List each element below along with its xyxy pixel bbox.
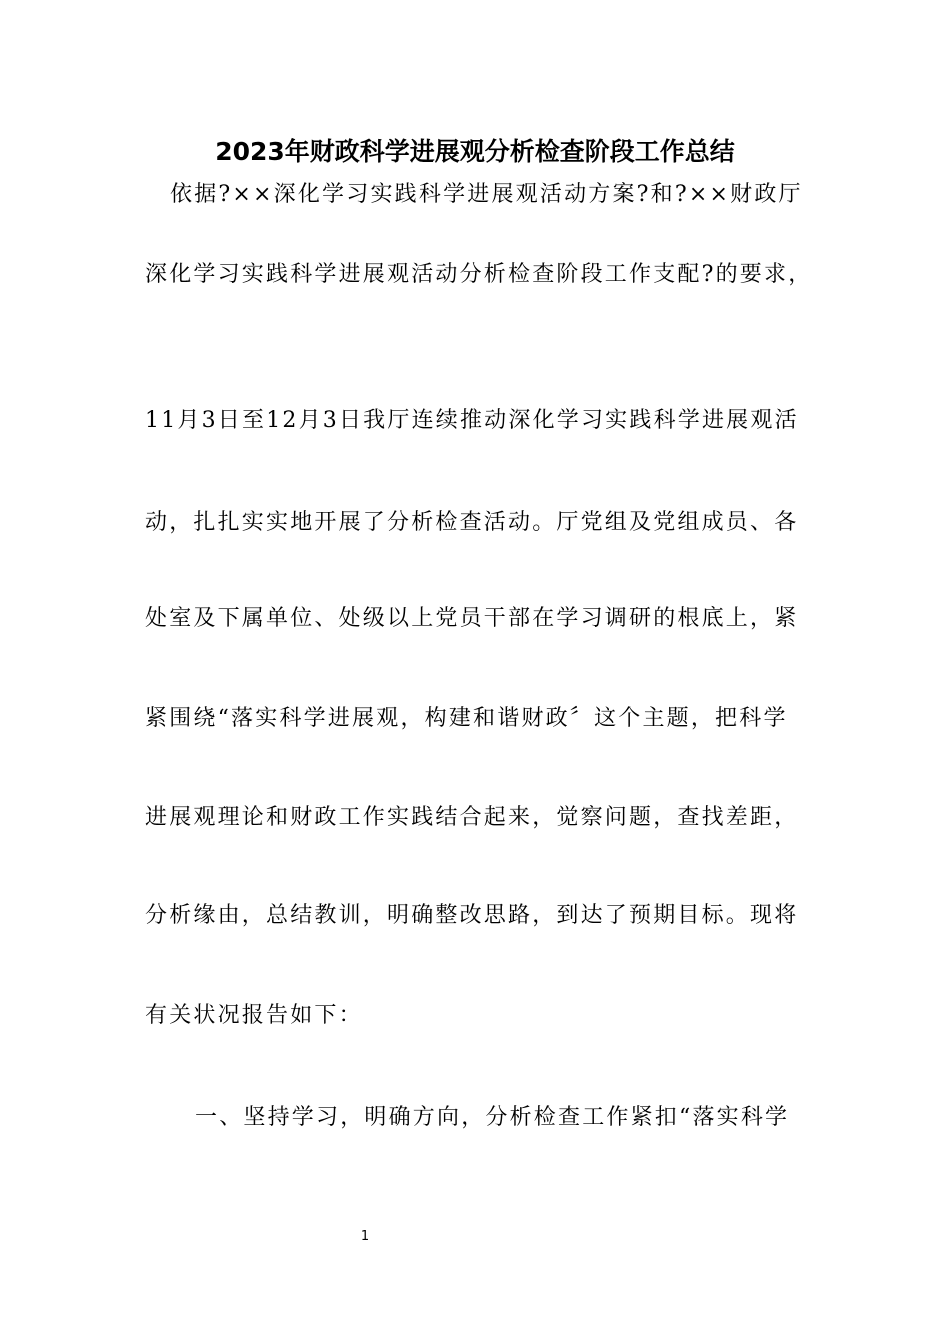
paragraph-line-9: 有关状况报告如下： <box>145 1003 363 1028</box>
paragraph-line-3: 11月3日至12月3日我厅连续推动深化学习实践科学进展观活 <box>145 408 799 433</box>
paragraph-line-5: 处室及下属单位、处级以上党员干部在学习调研的根底上，紧 <box>145 606 799 631</box>
paragraph-line-6: 紧围绕“落实科学进展观，构建和谐财政〞这个主题，把科学 <box>145 706 788 731</box>
paragraph-line-4: 动，扎扎实实地开展了分析检查活动。厅党组及党组成员、各 <box>145 510 799 535</box>
paragraph-line-1: 依据?××深化学习实践科学进展观活动方案?和?××财政厅 <box>170 182 803 207</box>
paragraph-line-7: 进展观理论和财政工作实践结合起来，觉察问题，查找差距， <box>145 805 799 830</box>
paragraph-line-2: 深化学习实践科学进展观活动分析检查阶段工作支配?的要求， <box>145 262 813 287</box>
page-number: 1 <box>360 1229 370 1244</box>
document-title: 2023年财政科学进展观分析检查阶段工作总结 <box>215 137 735 166</box>
paragraph-line-8: 分析缘由，总结教训，明确整改思路，到达了预期目标。现将 <box>145 903 799 928</box>
section-heading-line: 一、坚持学习，明确方向，分析检查工作紧扣“落实科学 <box>195 1105 790 1130</box>
